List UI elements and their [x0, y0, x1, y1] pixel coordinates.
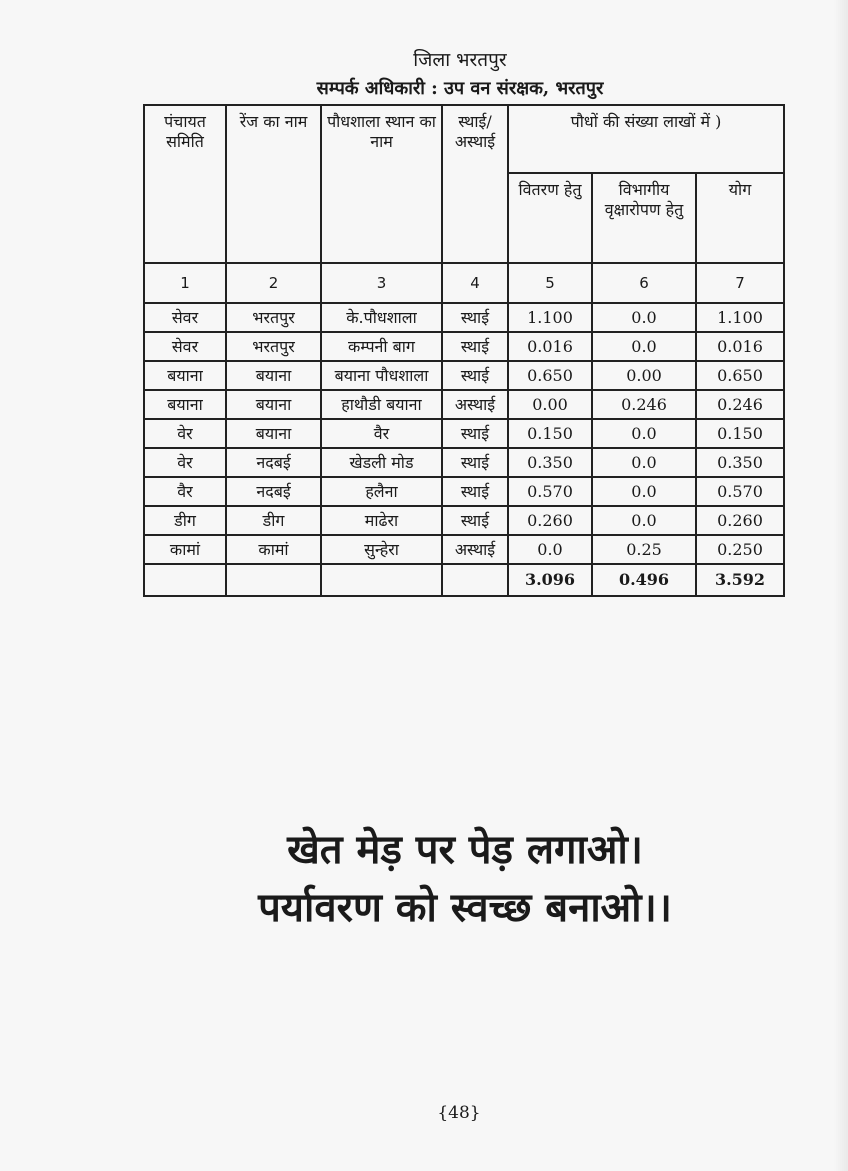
total-cell: [321, 564, 442, 596]
table-row: [144, 390, 784, 419]
cell-type: स्थाई: [442, 477, 508, 506]
cell-departmental: 0.00: [592, 361, 696, 390]
header-nursery: पौधशाला स्थान का नाम: [321, 105, 442, 263]
table-row: [144, 332, 784, 361]
cell-range: डीग: [226, 506, 321, 535]
cell-distribution: 0.00: [508, 390, 592, 419]
total-grand: 3.592: [696, 564, 784, 596]
slogan-line-2: पर्यावरण को स्वच्छ बनाओ।।: [258, 885, 672, 931]
cell-nursery: कम्पनी बाग: [321, 332, 442, 361]
column-number: 3: [321, 263, 442, 303]
cell-total: 1.100: [696, 303, 784, 332]
table-row: [144, 506, 784, 535]
cell-departmental: 0.0: [592, 419, 696, 448]
cell-panchayat: बयाना: [144, 390, 226, 419]
header-range: रेंज का नाम: [226, 105, 321, 263]
cell-departmental: 0.0: [592, 448, 696, 477]
cell-departmental: 0.0: [592, 332, 696, 361]
table-row: [144, 448, 784, 477]
cell-type: स्थाई: [442, 303, 508, 332]
cell-departmental: 0.0: [592, 477, 696, 506]
cell-range: बयाना: [226, 390, 321, 419]
cell-type: अस्थाई: [442, 390, 508, 419]
cell-nursery: हलैना: [321, 477, 442, 506]
cell-nursery: वैर: [321, 419, 442, 448]
district-title: जिला भरतपुर: [413, 49, 507, 71]
total-cell: [226, 564, 321, 596]
cell-range: नदबई: [226, 477, 321, 506]
cell-type: स्थाई: [442, 448, 508, 477]
cell-total: 0.650: [696, 361, 784, 390]
header-distribution: वितरण हेतु: [508, 173, 592, 263]
cell-range: बयाना: [226, 419, 321, 448]
column-number: 2: [226, 263, 321, 303]
total-departmental: 0.496: [592, 564, 696, 596]
cell-nursery: खेडली मोड: [321, 448, 442, 477]
cell-nursery: हाथौडी बयाना: [321, 390, 442, 419]
table-row: [144, 535, 784, 564]
cell-type: स्थाई: [442, 419, 508, 448]
cell-distribution: 0.150: [508, 419, 592, 448]
cell-nursery: सुन्हेरा: [321, 535, 442, 564]
cell-range: भरतपुर: [226, 332, 321, 361]
cell-type: स्थाई: [442, 332, 508, 361]
cell-distribution: 0.0: [508, 535, 592, 564]
page-number: {48}: [437, 1103, 481, 1123]
table-row: [144, 477, 784, 506]
cell-panchayat: वेर: [144, 419, 226, 448]
cell-departmental: 0.0: [592, 303, 696, 332]
cell-total: 0.570: [696, 477, 784, 506]
cell-panchayat: सेवर: [144, 332, 226, 361]
cell-nursery: माढेरा: [321, 506, 442, 535]
cell-departmental: 0.246: [592, 390, 696, 419]
cell-panchayat: वैर: [144, 477, 226, 506]
page-edge: [834, 0, 848, 1171]
header-total: योग: [696, 173, 784, 263]
total-distribution: 3.096: [508, 564, 592, 596]
column-number: 1: [144, 263, 226, 303]
table-row: [144, 361, 784, 390]
totals-row: [144, 564, 784, 596]
cell-total: 0.350: [696, 448, 784, 477]
total-cell: [442, 564, 508, 596]
column-number: 6: [592, 263, 696, 303]
cell-range: बयाना: [226, 361, 321, 390]
nursery-table: [143, 104, 785, 597]
column-number-row: [144, 263, 784, 303]
slogan-line-1: खेत मेड़ पर पेड़ लगाओ।: [287, 827, 643, 873]
cell-type: स्थाई: [442, 361, 508, 390]
cell-distribution: 0.350: [508, 448, 592, 477]
cell-panchayat: सेवर: [144, 303, 226, 332]
cell-departmental: 0.25: [592, 535, 696, 564]
cell-type: स्थाई: [442, 506, 508, 535]
cell-total: 0.150: [696, 419, 784, 448]
cell-panchayat: वेर: [144, 448, 226, 477]
cell-total: 0.246: [696, 390, 784, 419]
cell-departmental: 0.0: [592, 506, 696, 535]
column-number: 5: [508, 263, 592, 303]
cell-range: भरतपुर: [226, 303, 321, 332]
cell-range: नदबई: [226, 448, 321, 477]
column-number: 4: [442, 263, 508, 303]
header-panchayat: पंचायत समिति: [144, 105, 226, 263]
table-row: [144, 303, 784, 332]
header-plants-count: पौधों की संख्या लाखों में ): [508, 105, 784, 173]
cell-panchayat: डीग: [144, 506, 226, 535]
cell-nursery: के.पौधशाला: [321, 303, 442, 332]
table-row: [144, 419, 784, 448]
cell-type: अस्थाई: [442, 535, 508, 564]
cell-panchayat: कामां: [144, 535, 226, 564]
cell-distribution: 1.100: [508, 303, 592, 332]
column-number: 7: [696, 263, 784, 303]
total-cell: [144, 564, 226, 596]
contact-officer: सम्पर्क अधिकारी : उप वन संरक्षक, भरतपुर: [316, 78, 604, 99]
cell-distribution: 0.570: [508, 477, 592, 506]
cell-nursery: बयाना पौधशाला: [321, 361, 442, 390]
cell-distribution: 0.260: [508, 506, 592, 535]
cell-panchayat: बयाना: [144, 361, 226, 390]
cell-total: 0.016: [696, 332, 784, 361]
cell-range: कामां: [226, 535, 321, 564]
cell-total: 0.250: [696, 535, 784, 564]
cell-distribution: 0.016: [508, 332, 592, 361]
header-departmental: विभागीय वृक्षारोपण हेतु: [592, 173, 696, 263]
header-type: स्थाई/ अस्थाई: [442, 105, 508, 263]
header-row: [144, 105, 784, 173]
cell-distribution: 0.650: [508, 361, 592, 390]
cell-total: 0.260: [696, 506, 784, 535]
